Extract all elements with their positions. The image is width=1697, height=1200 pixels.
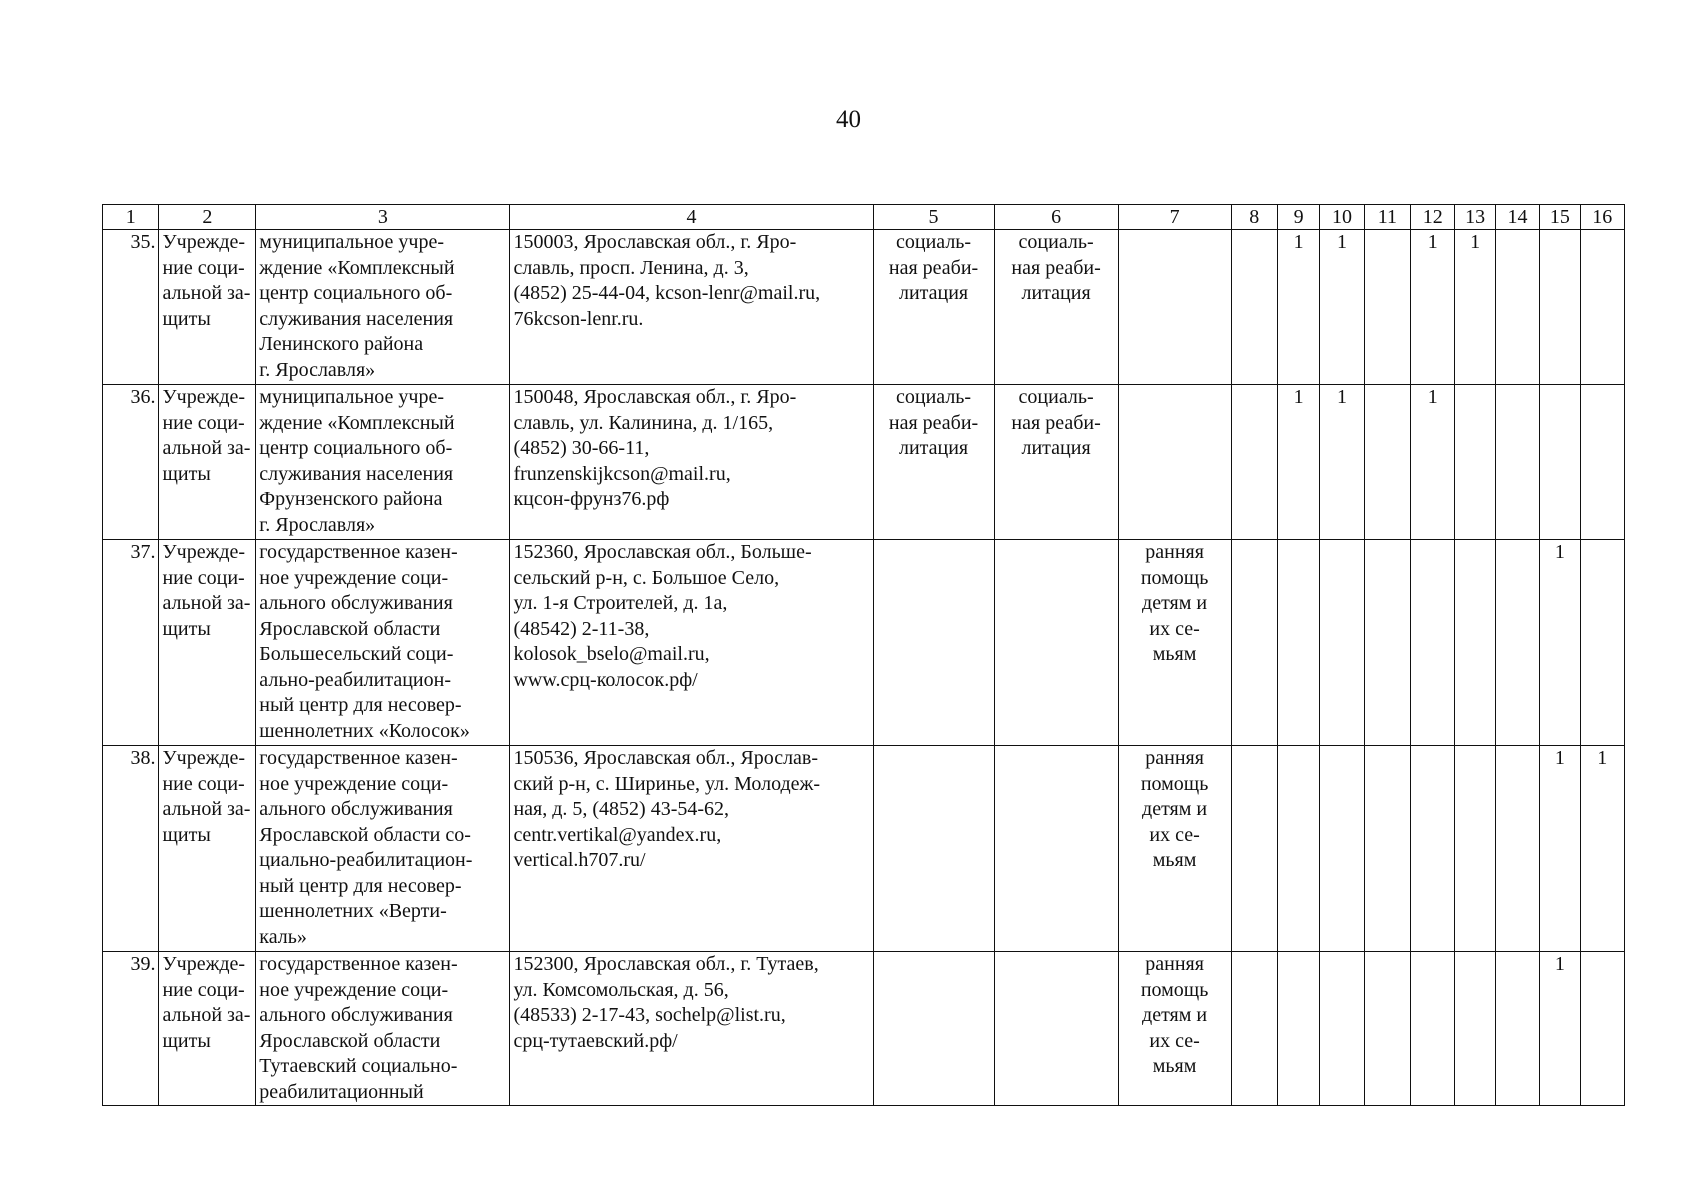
mark-col8 <box>1231 746 1277 952</box>
mark-col16 <box>1580 385 1624 540</box>
mark-col14 <box>1495 540 1539 746</box>
service-col6 <box>994 746 1118 952</box>
mark-col9 <box>1277 746 1319 952</box>
column-header: 8 <box>1231 205 1277 230</box>
row-number: 36. <box>103 385 159 540</box>
mark-col10 <box>1320 540 1364 746</box>
column-header: 11 <box>1364 205 1410 230</box>
mark-col11 <box>1364 746 1410 952</box>
mark-col12 <box>1411 952 1455 1106</box>
column-header: 7 <box>1118 205 1231 230</box>
institution-address: 152300, Ярославская обл., г. Тутаев, ул. Комсомольская, д. 56, (48533) 2-17-43, sochelp@list.ru, срц-тутаевский.рф/ <box>510 952 873 1106</box>
mark-col8 <box>1231 540 1277 746</box>
service-col5: социаль- ная реаби- литация <box>873 385 994 540</box>
service-col7: ранняя помощь детям и их се- мьям <box>1118 746 1231 952</box>
mark-col11 <box>1364 540 1410 746</box>
service-col6 <box>994 952 1118 1106</box>
column-header: 5 <box>873 205 994 230</box>
column-header: 14 <box>1495 205 1539 230</box>
row-number: 35. <box>103 230 159 385</box>
page-number: 40 <box>836 106 861 133</box>
column-header: 12 <box>1411 205 1455 230</box>
mark-col13 <box>1455 540 1495 746</box>
service-col5 <box>873 540 994 746</box>
mark-col14 <box>1495 230 1539 385</box>
institution-type: Учрежде- ние соци- альной за- щиты <box>159 540 256 746</box>
mark-col14 <box>1495 952 1539 1106</box>
mark-col13 <box>1455 385 1495 540</box>
institution-name: муниципальное учре- ждение «Комплексный центр социального об- служивания населения Фрунзенского района г. Ярославля» <box>256 385 510 540</box>
mark-col15 <box>1540 230 1580 385</box>
mark-col11 <box>1364 385 1410 540</box>
mark-col15 <box>1540 385 1580 540</box>
institution-name: муниципальное учре- ждение «Комплексный центр социального об- служивания населения Ленинского района г. Ярославля» <box>256 230 510 385</box>
institution-name: государственное казен- ное учреждение соци- ального обслуживания Ярославской области Тутаевский социально- реабилитационный <box>256 952 510 1106</box>
mark-col13: 1 <box>1455 230 1495 385</box>
service-col5 <box>873 746 994 952</box>
mark-col14 <box>1495 385 1539 540</box>
mark-col14 <box>1495 746 1539 952</box>
column-header: 2 <box>159 205 256 230</box>
mark-col15: 1 <box>1540 746 1580 952</box>
column-header: 10 <box>1320 205 1364 230</box>
row-number: 37. <box>103 540 159 746</box>
mark-col10 <box>1320 952 1364 1106</box>
row-number: 38. <box>103 746 159 952</box>
mark-col9: 1 <box>1277 385 1319 540</box>
table-row <box>103 540 1625 746</box>
service-col7: ранняя помощь детям и их се- мьям <box>1118 540 1231 746</box>
table-row <box>103 230 1625 385</box>
institution-name: государственное казен- ное учреждение соци- ального обслуживания Ярославской области со- циально-реабилитацион- ный центр для несовер- шеннолетних «Верти- каль» <box>256 746 510 952</box>
column-header: 9 <box>1277 205 1319 230</box>
mark-col16 <box>1580 540 1624 746</box>
institution-type: Учрежде- ние соци- альной за- щиты <box>159 230 256 385</box>
institution-address: 150048, Ярославская обл., г. Яро- славль, ул. Калинина, д. 1/165, (4852) 30-66-11, frunzenskijkcson@mail.ru, кцсон-фрунз76.рф <box>510 385 873 540</box>
mark-col13 <box>1455 746 1495 952</box>
service-col6: социаль- ная реаби- литация <box>994 385 1118 540</box>
mark-col11 <box>1364 230 1410 385</box>
institution-type: Учрежде- ние соци- альной за- щиты <box>159 952 256 1106</box>
institution-address: 152360, Ярославская обл., Больше- сельский р-н, с. Большое Село, ул. 1-я Строителей, д. 1а, (48542) 2-11-38, kolosok_bselo@mail.ru, www.срц-колосок.рф/ <box>510 540 873 746</box>
mark-col8 <box>1231 952 1277 1106</box>
mark-col9 <box>1277 952 1319 1106</box>
service-col5: социаль- ная реаби- литация <box>873 230 994 385</box>
service-col7 <box>1118 230 1231 385</box>
column-number-row <box>103 205 1625 230</box>
mark-col12: 1 <box>1411 230 1455 385</box>
mark-col10: 1 <box>1320 385 1364 540</box>
table-row <box>103 746 1625 952</box>
mark-col16 <box>1580 230 1624 385</box>
mark-col11 <box>1364 952 1410 1106</box>
service-col5 <box>873 952 994 1106</box>
mark-col10 <box>1320 746 1364 952</box>
institution-type: Учрежде- ние соци- альной за- щиты <box>159 385 256 540</box>
mark-col16 <box>1580 952 1624 1106</box>
mark-col8 <box>1231 230 1277 385</box>
column-header: 13 <box>1455 205 1495 230</box>
mark-col12 <box>1411 746 1455 952</box>
service-col7: ранняя помощь детям и их се- мьям <box>1118 952 1231 1106</box>
mark-col9: 1 <box>1277 230 1319 385</box>
column-header: 15 <box>1540 205 1580 230</box>
mark-col15: 1 <box>1540 540 1580 746</box>
table-row <box>103 385 1625 540</box>
mark-col9 <box>1277 540 1319 746</box>
column-header: 1 <box>103 205 159 230</box>
mark-col12: 1 <box>1411 385 1455 540</box>
mark-col10: 1 <box>1320 230 1364 385</box>
mark-col13 <box>1455 952 1495 1106</box>
service-col6 <box>994 540 1118 746</box>
institution-address: 150003, Ярославская обл., г. Яро- славль, просп. Ленина, д. 3, (4852) 25-44-04, kcson-lenr@mail.ru, 76kcson-lenr.ru. <box>510 230 873 385</box>
mark-col16: 1 <box>1580 746 1624 952</box>
service-col6: социаль- ная реаби- литация <box>994 230 1118 385</box>
institution-address: 150536, Ярославская обл., Ярослав- ский р-н, с. Ширинье, ул. Молодеж- ная, д. 5, (4852) 43-54-62, centr.vertikal@yandex.ru, vertical.h707.ru/ <box>510 746 873 952</box>
row-number: 39. <box>103 952 159 1106</box>
mark-col15: 1 <box>1540 952 1580 1106</box>
mark-col12 <box>1411 540 1455 746</box>
institution-type: Учрежде- ние соци- альной за- щиты <box>159 746 256 952</box>
column-header: 3 <box>256 205 510 230</box>
service-col7 <box>1118 385 1231 540</box>
column-header: 16 <box>1580 205 1624 230</box>
column-header: 6 <box>994 205 1118 230</box>
column-header: 4 <box>510 205 873 230</box>
institutions-table <box>102 204 1625 1106</box>
institution-name: государственное казен- ное учреждение соци- ального обслуживания Ярославской области Большесельский соци- ально-реабилитацион- ный центр для несовер- шеннолетних «Колосок» <box>256 540 510 746</box>
table-row <box>103 952 1625 1106</box>
mark-col8 <box>1231 385 1277 540</box>
